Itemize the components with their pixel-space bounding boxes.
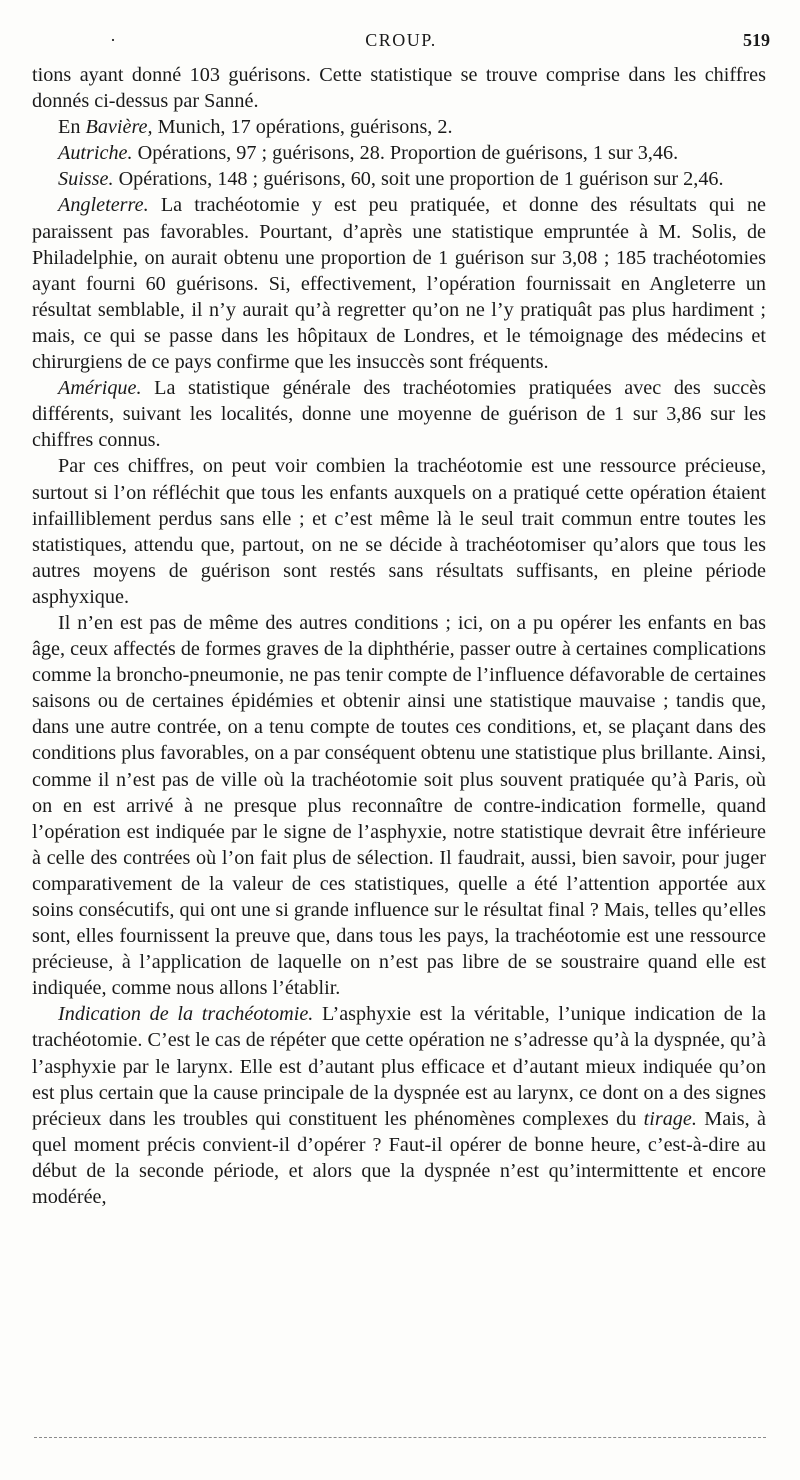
- paragraph-text: Opérations, 148 ; guérisons, 60, soit une proportion de 1 guérison sur 2,46.: [118, 168, 724, 191]
- paragraph-text: Munich, 17 opérations, guérisons, 2.: [157, 116, 453, 139]
- paragraph-text: tions ayant donné 103 guérisons. Cette statistique se trouve comprise dans les chiffres donnés ci-dessus par Sanné.: [32, 64, 766, 113]
- paragraph-conditions: [32, 610, 766, 1001]
- paragraph-angleterre: [32, 192, 766, 375]
- paragraph-text: Il n’en est pas de même des autres conditions ; ici, on a pu opérer les enfants en bas âge, ceux affectés de formes graves de la diphthérie, passer outre à certaines complications comme la broncho-pneumonie, ne pas tenir compte de l’influence défavorable de certaines saisons ou de certaines épidémies et obtenir ainsi une statistique mauvaise ; tandis que, dans une autre contrée, on a tenu compte de toutes ces conditions, et, se plaçant dans des conditions plus favorables, on a par conséquent obtenu une statistique plus brillante. Ainsi, comme il n’est pas de ville où la trachéotomie soit plus souvent pratiquée qu’à Paris, où on en est arrivé à ne presque plus reconnaître de contre-indication formelle, quand l’opération est indiquée par le signe de l’asphyxie, notre statistique devrait être inférieure à celle des contrées où l’on fait plus de sélection. Il faudrait, aussi, bien savoir, pour juger comparativement de la valeur de ces statistiques, quelle a été l’attention apportée aux soins consécutifs, qui ont une si grande influence sur le résultat final ? Mais, telles qu’elles sont, elles fournissent la preuve que, dans tous les pays, la trachéotomie est une ressource précieuse, à l’application de laquelle on n’est pas libre de se soustraire quand elle est indiquée, comme nous allons l’établir.: [32, 611, 766, 1000]
- paragraph-label: Amérique.: [58, 377, 142, 400]
- header-dot: ·: [110, 30, 116, 50]
- footer-rule: [34, 1437, 766, 1438]
- running-title: CROUP.: [365, 30, 437, 50]
- page-number: 519: [743, 30, 770, 50]
- paragraph-emphasis: tirage.: [643, 1107, 697, 1130]
- paragraph-autriche: [32, 140, 766, 166]
- paragraph-label: Autriche.: [58, 142, 133, 165]
- paragraph-text: L’asphyxie est la véritable, l’unique indication de la trachéotomie. C’est le cas de répéter que cette opération ne s’adresse qu’à la dyspnée, qu’à l’asphyxie par le larynx. Elle est d’autant plus efficace et d’autant mieux indiquée qu’on est plus certain que la cause principale de la dyspnée est au larynx, ce dont on a des signes précieux dans les troubles qui constituent les phénomènes complexes du: [32, 1003, 766, 1130]
- paragraph-text: Opérations, 97 ; guérisons, 28. Proportion de guérisons, 1 sur 3,46.: [137, 142, 679, 165]
- paragraph-text-continued: Mais, à quel moment précis convient-il d’opérer ? Faut-il opérer de bonne heure, c’est-à-dire au début de la seconde période, et alors que la dyspnée n’est qu’intermittente et encore modérée,: [32, 1107, 766, 1209]
- paragraph-text: Par ces chiffres, on peut voir combien la trachéotomie est une ressource précieuse, surtout si l’on réfléchit que tous les enfants auxquels on a pratiqué cette opération étaient infailliblement perdus sans elle ; et c’est même là le seul trait commun entre toutes les statistiques, attendu que, partout, on ne se décide à trachéotomiser qu’alors que tous les autres moyens de guérison sont restés sans résultats suffisants, en pleine période asphyxique.: [32, 455, 766, 608]
- paragraph-chiffres: [32, 453, 766, 610]
- paragraph-text: La trachéotomie y est peu pratiquée, et donne des résultats qui ne paraissent pas favorables. Pourtant, d’après une statistique empruntée à M. Solis, de Philadelphie, on aurait obtenu une proportion de 1 guérison sur 3,08 ; 185 trachéotomies ayant fourni 60 guérisons. Si, effectivement, l’opération fournissait en Angleterre un résultat semblable, il n’y aurait qu’à regretter qu’on ne l’y pratiquât pas plus hardiment ; mais, ce qui se passe dans les hôpitaux de Londres, et le témoignage des médecins et chirurgiens de ce pays confirme que les insuccès sont fréquents.: [32, 194, 767, 374]
- paragraph-prefix: En: [58, 116, 81, 139]
- paragraph-continuation: [32, 62, 766, 114]
- running-header: [32, 30, 770, 56]
- paragraph-label: Indication de la trachéotomie.: [58, 1003, 314, 1026]
- paragraph-text: La statistique générale des trachéotomies pratiquées avec des succès différents, suivant les localités, donne une moyenne de guérison de 1 sur 3,86 sur les chiffres connus.: [32, 377, 767, 452]
- paragraph-amerique: [32, 375, 766, 453]
- body-text: [32, 62, 766, 1210]
- paragraph-baviere: [32, 114, 766, 140]
- paragraph-suisse: [32, 166, 766, 192]
- paragraph-label: Bavière,: [85, 116, 153, 139]
- paragraph-label: Angleterre.: [58, 194, 149, 217]
- paragraph-label: Suisse.: [58, 168, 114, 191]
- paragraph-indication: [32, 1001, 766, 1210]
